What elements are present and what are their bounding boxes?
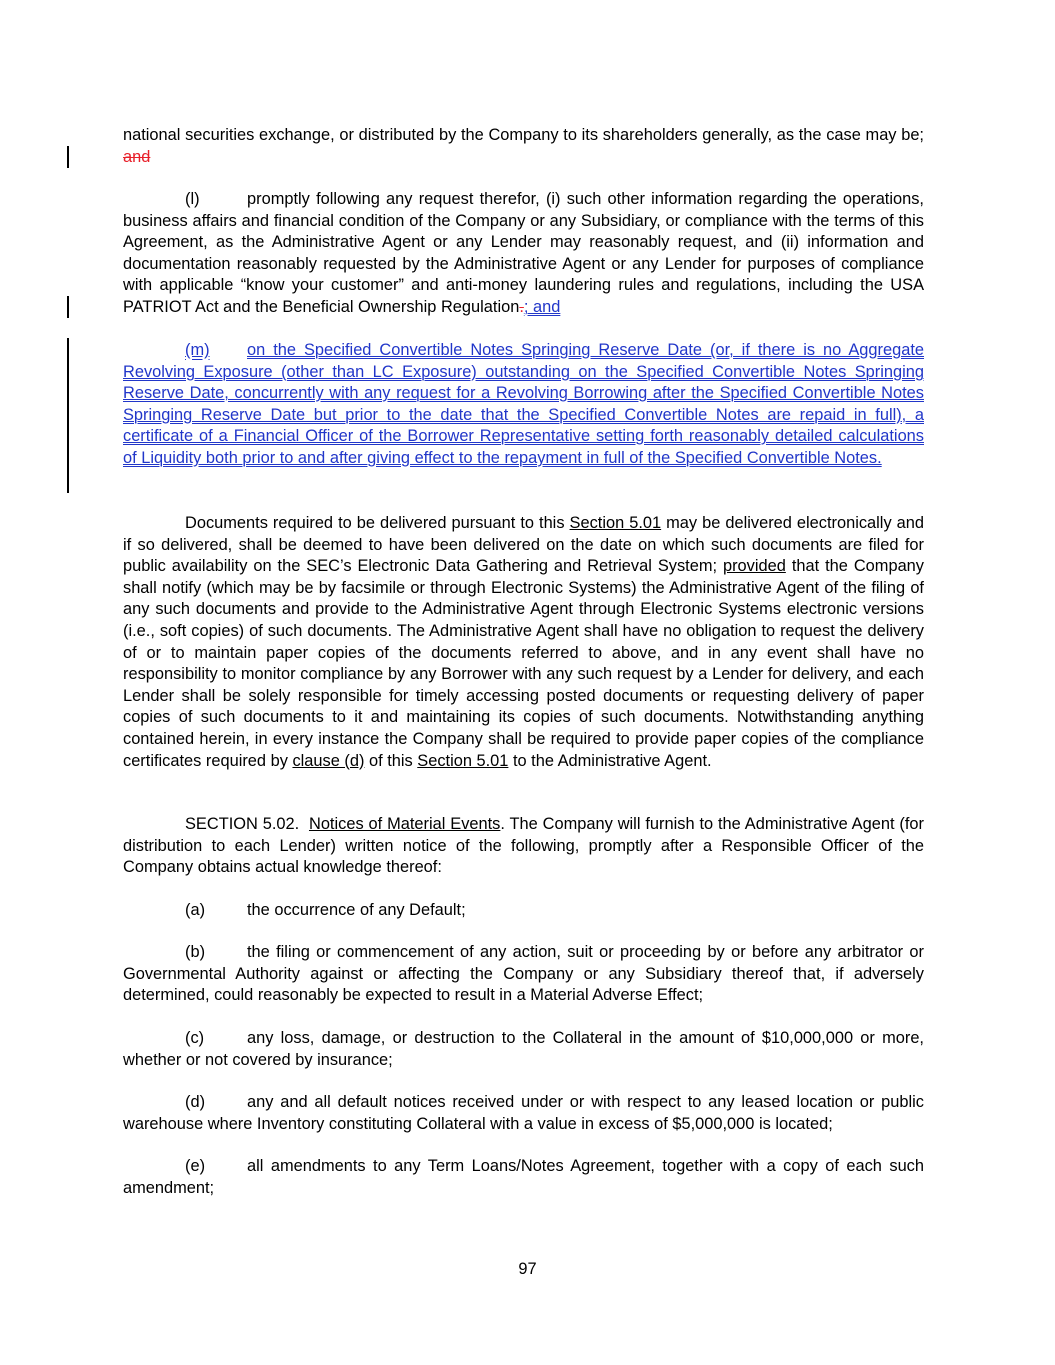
section-number: SECTION 5.02. — [185, 815, 300, 833]
deleted-text: and — [123, 147, 151, 166]
paragraph-text: to the Administrative Agent. — [508, 751, 712, 770]
item-text: any and all default notices received under or with respect to any leased location or public warehouse where Inventory constituting Collateral with a value in excess of $5,000,000 is located; — [123, 1093, 924, 1133]
change-bar — [67, 296, 69, 318]
item-e — [123, 1156, 924, 1199]
item-label: (e) — [185, 1157, 206, 1175]
change-bar — [67, 338, 69, 493]
inserted-text: ; and — [523, 297, 561, 316]
item-d — [123, 1092, 924, 1135]
paragraph-text: that the Company shall notify (which may be by facsimile or through Electronic Systems) the Administrative Agent of the filing of any such documents and provide to the Administrative Agent through Electronic Systems electronic versions (i.e., soft copies) of such documents. The Administrative Agent shall have no obligation to request the delivery of or to maintain paper copies of the documents referred to above, and in any event shall have no responsibility to monitor compliance by any Borrower with any such request by a Lender for delivery, and each Lender shall be solely responsible for timely accessing posted documents or requesting delivery of paper copies of such documents to it and maintaining its copies of such documents. Notwithstanding anything contained herein, in every instance the Company shall be required to provide paper copies of the compliance certificates required by — [123, 557, 924, 770]
item-b — [123, 942, 924, 1007]
item-text: the filing or commencement of any action, suit or proceeding by or before any arbitrator or Governmental Authority against or affecting the Company or any Subsidiary thereof that, if adversely determined, could reasonably be expected to result in a Material Adverse Effect; — [123, 943, 924, 1005]
item-label: (a) — [185, 901, 206, 919]
paragraph-text: national securities exchange, or distributed by the Company to its shareholders generally, as the case may be; — [123, 126, 924, 144]
item-label: (b) — [185, 943, 206, 961]
paragraph-text: may be delivered electronically and if so delivered, shall be deemed to have been delivered on the date on which such documents are filed for public availability on the SEC’s Electronic Data Gathering and Retrieval System; — [123, 514, 924, 576]
section-5-02 — [123, 814, 924, 879]
item-c — [123, 1028, 924, 1071]
item-text: the occurrence of any Default; — [247, 901, 466, 919]
paragraph-continuation — [123, 125, 924, 168]
section-reference: Section 5.01 — [417, 751, 509, 770]
item-label: (c) — [185, 1029, 205, 1047]
deleted-text: . — [519, 297, 524, 316]
item-label: (d) — [185, 1093, 206, 1111]
item-text: any loss, damage, or destruction to the Collateral in the amount of $10,000,000 or more, whether or not covered by insurance; — [123, 1029, 924, 1069]
page-number: 97 — [518, 1260, 537, 1278]
clause-l — [123, 189, 924, 319]
proviso-term: provided — [722, 557, 786, 576]
clause-reference: clause (d) — [292, 751, 365, 770]
item-a — [123, 900, 924, 922]
section-reference: Section 5.01 — [569, 514, 662, 532]
section-text: . The Company will furnish to the Administrative Agent (for distribution to each Lender) written notice of the following, promptly after a Responsible Officer of the Company obtains actual knowledge thereof: — [123, 815, 924, 877]
clause-m-inserted — [123, 340, 924, 470]
paragraph-text: of this — [364, 751, 418, 770]
change-bar — [67, 146, 69, 168]
clause-label: (m) — [185, 341, 210, 359]
clause-text: on the Specified Convertible Notes Springing Reserve Date (or, if there is no Aggregate Revolving Exposure (other than LC Exposure) outstanding on the Specified Convertible Notes Springing Reserve Date, concurrently with any request for a Revolving Borrowing after the Specified Convertible Notes Springing Reserve Date but prior to the date that the Specified Convertible Notes are repaid in full), a certificate of a Financial Officer of the Borrower Representative setting forth reasonably detailed calculations of Liquidity both prior to and after giving effect to the repayment in full of the Specified Convertible Notes. — [123, 341, 924, 467]
documents-delivery-paragraph — [123, 513, 924, 772]
clause-text: promptly following any request therefor, (i) such other information regarding the operations, business affairs and financial condition of the Company or any Subsidiary, or compliance with the terms of this Agreement, as the Administrative Agent or any Lender may reasonably request, and (ii) information and documentation reasonably requested by the Administrative Agent or any Lender for purposes of compliance with applicable “know your customer” and anti-money laundering rules and regulations, including the USA PATRIOT Act and the Beneficial Ownership Regulation — [123, 190, 924, 316]
paragraph-text: Documents required to be delivered pursuant to this — [185, 514, 570, 532]
section-heading: Notices of Material Events — [308, 815, 501, 833]
item-text: all amendments to any Term Loans/Notes Agreement, together with a copy of each such amendment; — [123, 1157, 924, 1197]
clause-label: (l) — [185, 190, 200, 208]
